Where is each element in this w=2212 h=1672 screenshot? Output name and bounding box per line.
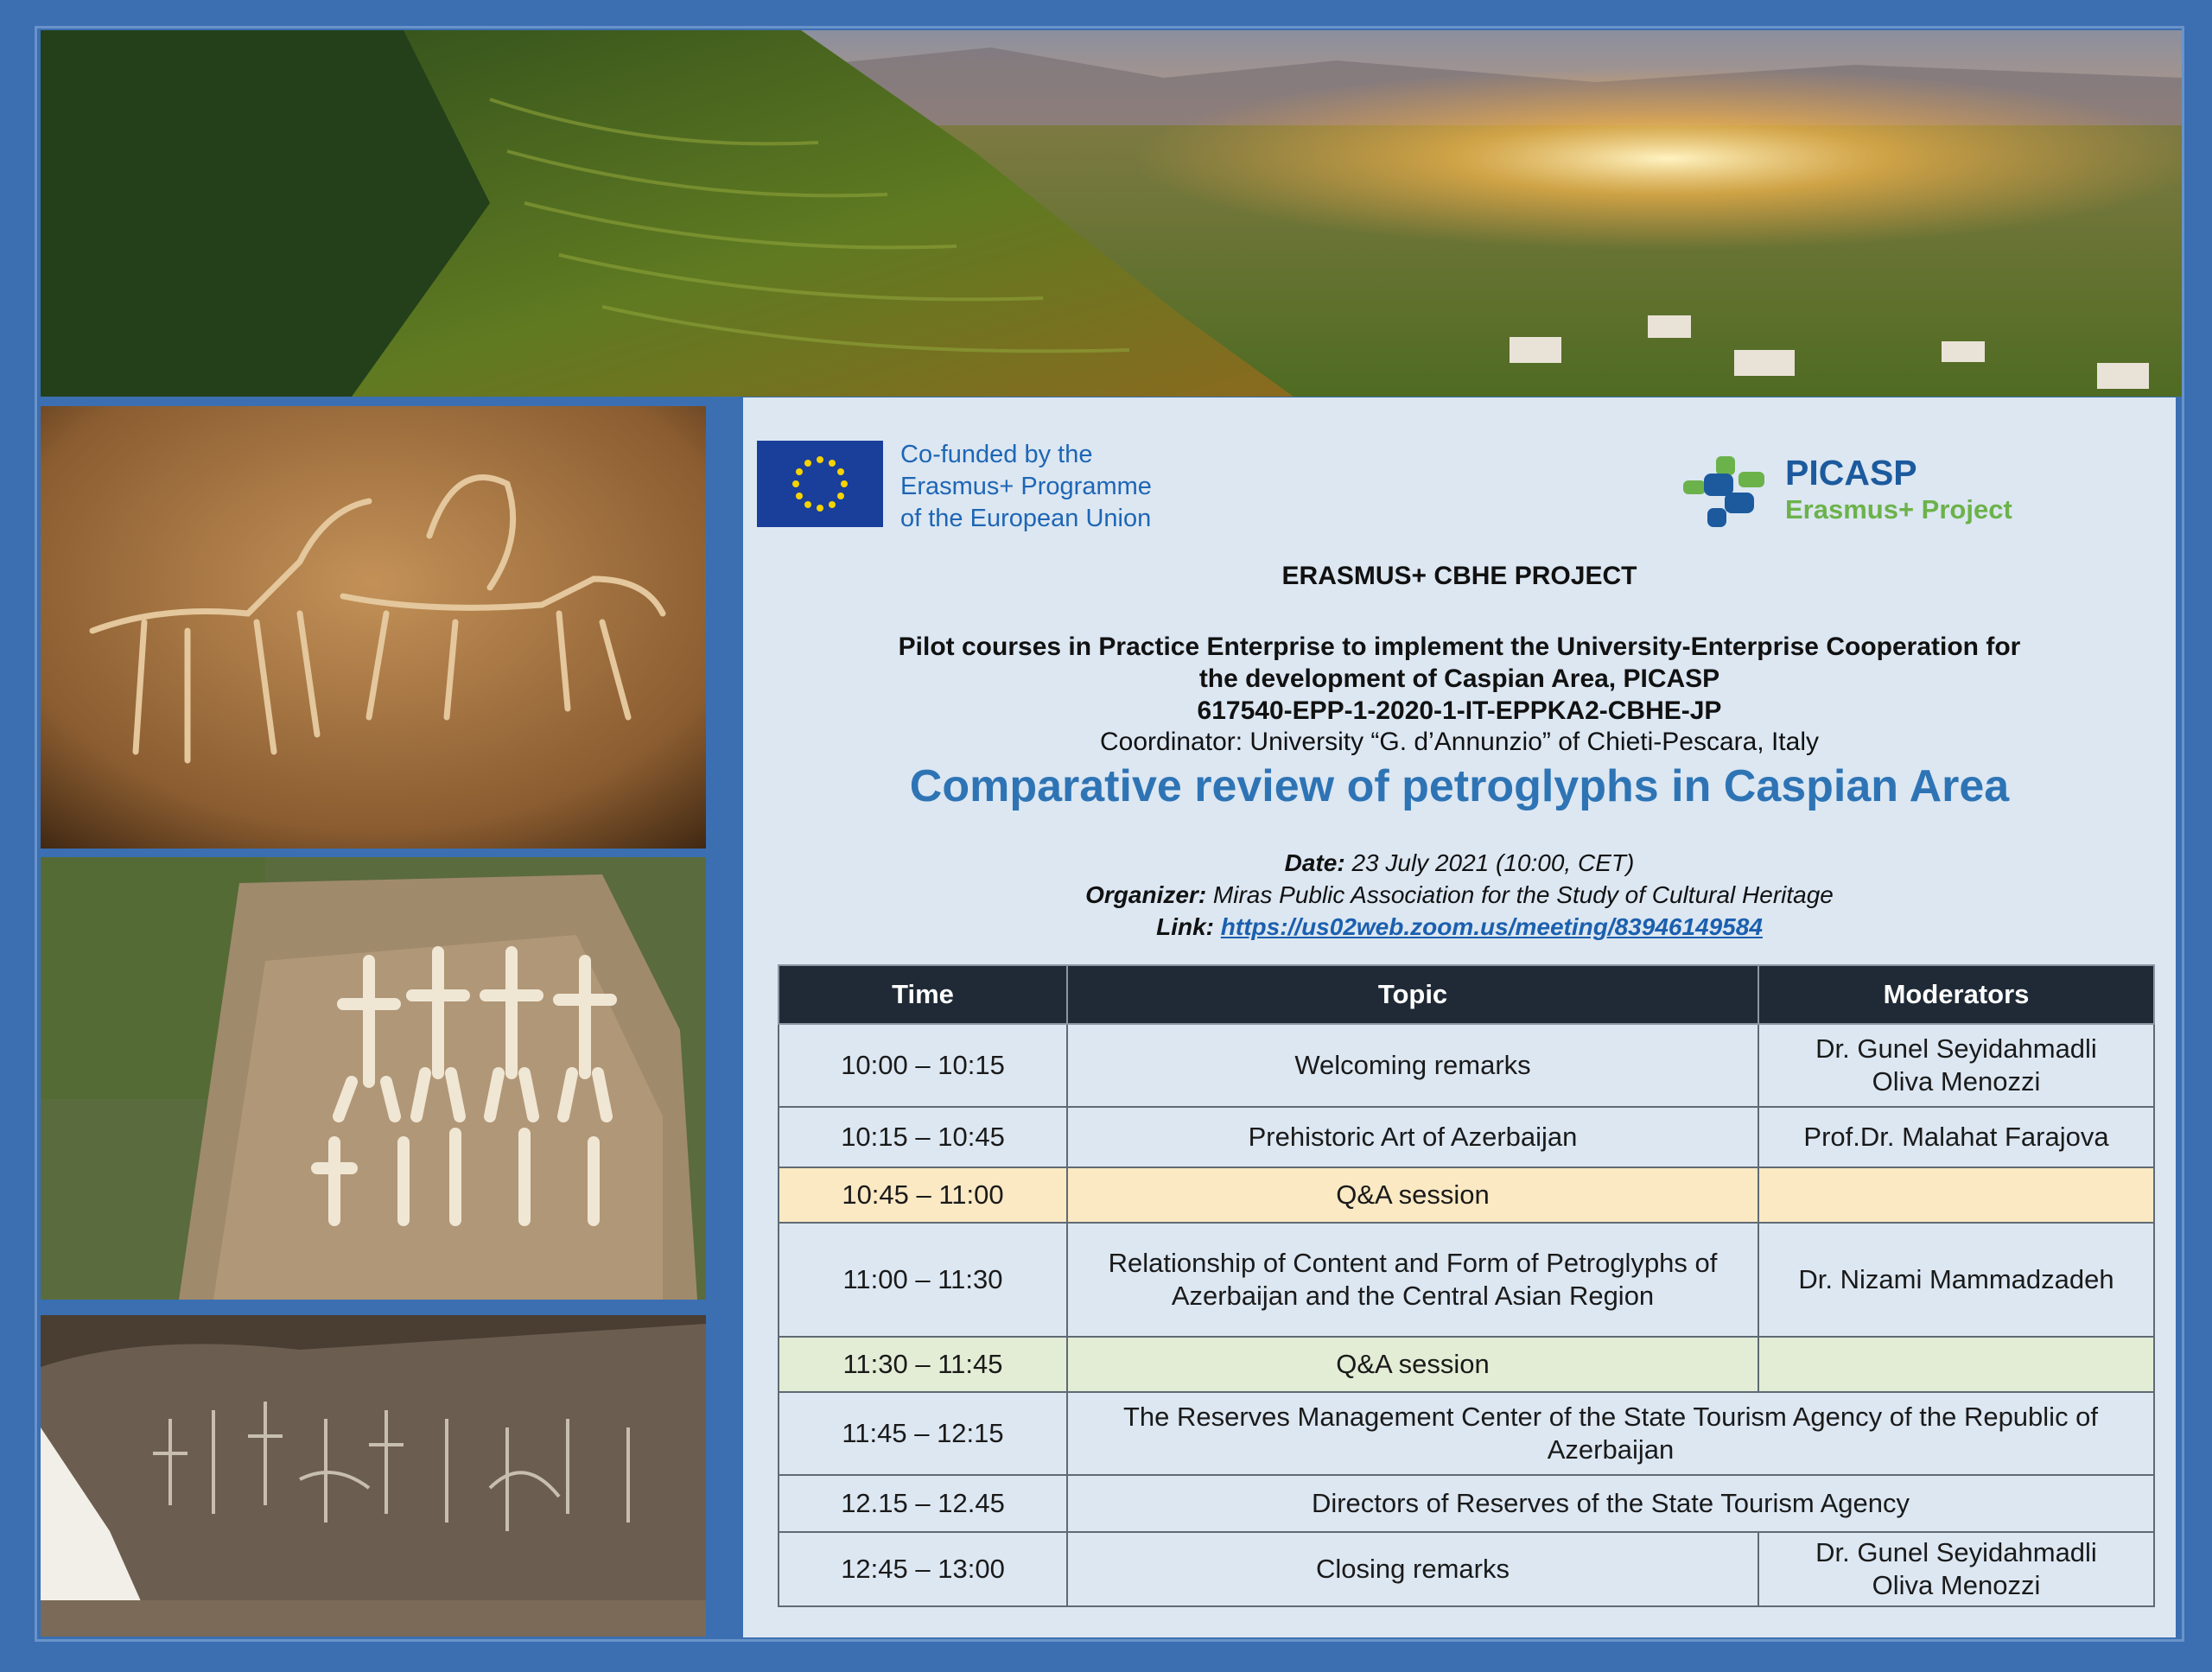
schedule-table [778,964,2155,1607]
event-title: Comparative review of petroglyphs in Caspian Area [909,761,2010,811]
eu-cofunded-text [900,439,1177,535]
time-cell: 12.15 – 12.45 [779,1475,1067,1532]
eu-flag-icon [757,441,883,527]
time-cell: 10:45 – 11:00 [779,1167,1067,1223]
moderator-cell [1758,1024,2154,1107]
moderator-cell: Prof.Dr. Malahat Farajova [1758,1107,2154,1167]
zoom-meeting-link[interactable]: https://us02web.zoom.us/meeting/83946149584 [1220,913,1763,940]
moderator-name: Dr. Gunel Seyidahmadli [1815,1033,2097,1064]
picasp-logo-icon [1683,455,1771,532]
date-label: Date: [1284,849,1345,876]
project-description [743,631,2176,727]
topic-cell: Prehistoric Art of Azerbaijan [1067,1107,1758,1167]
moderator-name: Oliva Menozzi [1872,1066,2041,1097]
picasp-name: PICASP [1785,453,1917,493]
organizer-line [743,879,2176,911]
topic-line: The Reserves Management Center of the State Tourism Agency of the Republic of [1122,1402,2099,1432]
moderator-cell [1758,1167,2154,1223]
table-header-row [779,965,2154,1024]
moderator-name: Dr. Gunel Seyidahmadli [1815,1537,2097,1567]
picasp-subtitle: Erasmus+ Project [1785,494,2012,524]
time-cell: 12:45 – 13:00 [779,1532,1067,1606]
table-row [779,1107,2154,1167]
topic-cell: Q&A session [1067,1337,1758,1392]
eu-text-line: of the European Union [900,505,1152,532]
petroglyph-dancers-photo [41,857,706,1300]
time-cell: 11:45 – 12:15 [779,1392,1067,1475]
table-row [779,1223,2154,1337]
table-row [779,1024,2154,1107]
project-heading: ERASMUS+ CBHE PROJECT [1281,562,1637,590]
table-row [779,1337,2154,1392]
topic-cell: Welcoming remarks [1067,1024,1758,1107]
time-cell: 11:30 – 11:45 [779,1337,1067,1392]
topic-cell: Closing remarks [1067,1532,1758,1606]
time-cell: 11:00 – 11:30 [779,1223,1067,1337]
moderator-name: Oliva Menozzi [1872,1570,2041,1600]
eu-text-line: Erasmus+ Programme [900,473,1152,500]
project-code: 617540-EPP-1-2020-1-IT-EPPKA2-CBHE-JP [1197,696,1722,725]
project-description-line: Pilot courses in Practice Enterprise to implement the University-Enterprise Cooperation for [898,633,2021,661]
topic-line: Azerbaijan and the Central Asian Region [1171,1281,1655,1311]
petroglyph-goats-photo [41,406,706,849]
moderator-cell [1758,1337,2154,1392]
header-topic: Topic [1067,965,1758,1024]
topic-cell: Q&A session [1067,1167,1758,1223]
topic-cell [1067,1392,2154,1475]
table-row [779,1392,2154,1475]
topic-line: Relationship of Content and Form of Petroglyphs of [1108,1248,1718,1278]
header-time: Time [779,965,1067,1024]
moderator-cell [1758,1532,2154,1606]
organizer-label: Organizer: [1085,881,1207,908]
topic-cell [1067,1223,1758,1337]
link-label: Link: [1156,913,1214,940]
time-cell: 10:15 – 10:45 [779,1107,1067,1167]
table-row [779,1532,2154,1606]
event-details [743,847,2176,943]
eu-text-line: Co-funded by the [900,441,1093,468]
date-line [743,847,2176,879]
table-row [779,1167,2154,1223]
header-moderators: Moderators [1758,965,2154,1024]
project-description-line: the development of Caspian Area, PICASP [1198,664,1720,693]
organizer-value: Miras Public Association for the Study of Cultural Heritage [1206,881,1834,908]
topic-line: Azerbaijan [1547,1434,1675,1465]
event-info-panel [743,397,2176,1637]
time-cell: 10:00 – 10:15 [779,1024,1067,1107]
table-row [779,1475,2154,1532]
date-value: 23 July 2021 (10:00, CET) [1344,849,1635,876]
link-line [743,911,2176,943]
moderator-cell: Dr. Nizami Mammadzadeh [1758,1223,2154,1337]
vineyard-landscape-photo [41,30,2182,397]
coordinator-line: Coordinator: University “G. d’Annunzio” of Chieti-Pescara, Italy [1099,728,1819,756]
petroglyph-rock-figures-photo [41,1315,706,1637]
topic-cell: Directors of Reserves of the State Tourism Agency [1067,1475,2154,1532]
